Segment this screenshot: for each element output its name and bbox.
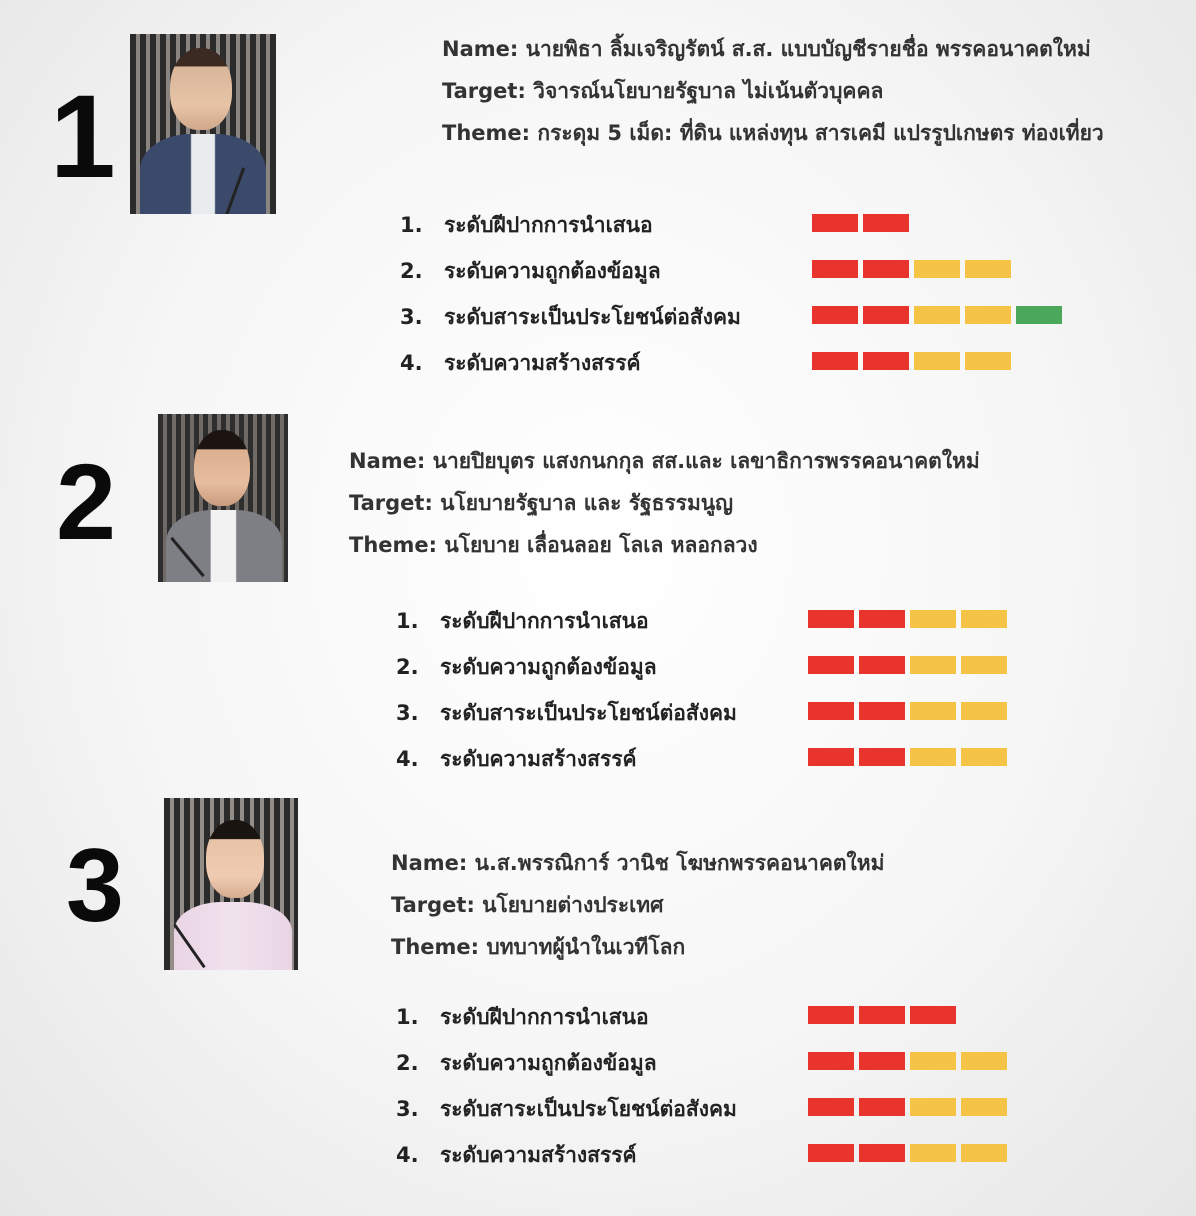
rating-bar-yellow — [961, 1098, 1007, 1116]
theme-line: Theme: บทบาทผู้นำในเวทีโลก — [391, 935, 686, 959]
rating-row — [0, 1002, 1196, 1048]
rating-bar-yellow — [914, 306, 960, 324]
rating-index: 2. — [396, 1051, 419, 1075]
rating-index: 2. — [400, 259, 423, 283]
person-section-3 — [0, 790, 1196, 1210]
name-line: Name: นายปิยบุตร แสงกนกกุล สส.และ เลขาธิการพรรคอนาคตใหม่ — [349, 449, 980, 473]
rating-bars — [808, 702, 1012, 722]
rating-bar-red — [859, 1052, 905, 1070]
rating-row — [0, 698, 1196, 744]
rating-bar-yellow — [965, 260, 1011, 278]
rating-label: ระดับสาระเป็นประโยชน์ต่อสังคม — [440, 1097, 737, 1121]
person-info — [442, 28, 1104, 154]
portrait-photo — [158, 414, 288, 582]
rating-row — [0, 256, 1196, 302]
rating-label: ระดับฝีปากการนำเสนอ — [440, 609, 649, 633]
person-name: นายพิธา ลิ้มเจริญรัตน์ ส.ส. แบบบัญชีรายชื่อ พรรคอนาคตใหม่ — [525, 37, 1091, 61]
rating-bar-red — [859, 702, 905, 720]
rating-label: ระดับสาระเป็นประโยชน์ต่อสังคม — [440, 701, 737, 725]
rating-bar-red — [812, 260, 858, 278]
rank-number: 3 — [66, 828, 124, 944]
portrait-photo — [130, 34, 276, 214]
rating-bar-yellow — [914, 260, 960, 278]
rating-label: ระดับความสร้างสรรค์ — [440, 747, 637, 771]
rating-label: ระดับความถูกต้องข้อมูล — [440, 1051, 657, 1075]
person-section-1 — [0, 0, 1196, 400]
rating-label: ระดับฝีปากการนำเสนอ — [440, 1005, 649, 1029]
target-line: Target: นโยบายต่างประเทศ — [391, 893, 664, 917]
rating-bar-red — [812, 306, 858, 324]
rating-bar-red — [863, 352, 909, 370]
rating-bar-red — [863, 214, 909, 232]
rating-index: 4. — [396, 747, 419, 771]
person-info — [349, 440, 980, 566]
rating-bars — [808, 748, 1012, 768]
person-target: นโยบายต่างประเทศ — [482, 893, 664, 917]
person-target: นโยบายรัฐบาล และ รัฐธรรมนูญ — [440, 491, 734, 515]
rating-row — [0, 606, 1196, 652]
rating-row — [0, 652, 1196, 698]
rating-bar-yellow — [965, 306, 1011, 324]
rating-bar-red — [808, 656, 854, 674]
rating-label: ระดับความสร้างสรรค์ — [444, 351, 641, 375]
target-line: Target: นโยบายรัฐบาล และ รัฐธรรมนูญ — [349, 491, 734, 515]
rating-index: 3. — [396, 701, 419, 725]
rating-bars — [808, 610, 1012, 630]
rating-label: ระดับฝีปากการนำเสนอ — [444, 213, 653, 237]
rating-bar-yellow — [910, 1144, 956, 1162]
person-name: นายปิยบุตร แสงกนกกุล สส.และ เลขาธิการพรรคอนาคตใหม่ — [432, 449, 980, 473]
person-theme: กระดุม 5 เม็ด: ที่ดิน แหล่งทุน สารเคมี แปรรูปเกษตร ท่องเที่ยว — [537, 121, 1104, 145]
rating-row — [0, 744, 1196, 790]
rating-index: 1. — [396, 1005, 419, 1029]
rating-label: ระดับสาระเป็นประโยชน์ต่อสังคม — [444, 305, 741, 329]
person-info — [391, 842, 884, 968]
rating-index: 2. — [396, 655, 419, 679]
rating-bar-red — [812, 214, 858, 232]
rating-bar-yellow — [914, 352, 960, 370]
rating-bars — [812, 214, 914, 234]
rating-bar-red — [863, 306, 909, 324]
person-theme: บทบาทผู้นำในเวทีโลก — [486, 935, 686, 959]
rating-bar-red — [859, 656, 905, 674]
rating-bar-red — [863, 260, 909, 278]
rating-index: 3. — [396, 1097, 419, 1121]
rating-row — [0, 210, 1196, 256]
rating-bar-yellow — [910, 610, 956, 628]
rating-index: 3. — [400, 305, 423, 329]
rating-bar-green — [1016, 306, 1062, 324]
rating-bar-yellow — [961, 1052, 1007, 1070]
rating-bars — [808, 1006, 961, 1026]
rank-number: 1 — [50, 71, 116, 203]
rating-bar-yellow — [961, 656, 1007, 674]
rating-bar-yellow — [910, 656, 956, 674]
rating-bar-red — [859, 1098, 905, 1116]
rating-bar-red — [808, 748, 854, 766]
person-target: วิจารณ์นโยบายรัฐบาล ไม่เน้นตัวบุคคล — [533, 79, 884, 103]
theme-line: Theme: กระดุม 5 เม็ด: ที่ดิน แหล่งทุน สารเคมี แปรรูปเกษตร ท่องเที่ยว — [442, 121, 1104, 145]
rating-bar-red — [859, 1006, 905, 1024]
rating-bar-yellow — [910, 702, 956, 720]
rating-bars — [812, 306, 1067, 326]
rating-bars — [812, 352, 1016, 372]
rating-bars — [808, 656, 1012, 676]
rating-bar-yellow — [961, 1144, 1007, 1162]
rating-bars — [812, 260, 1016, 280]
rating-bar-red — [808, 702, 854, 720]
name-line: Name: นายพิธา ลิ้มเจริญรัตน์ ส.ส. แบบบัญชีรายชื่อ พรรคอนาคตใหม่ — [442, 37, 1091, 61]
rating-bar-red — [859, 610, 905, 628]
rating-bar-red — [859, 1144, 905, 1162]
rating-bar-red — [859, 748, 905, 766]
rating-label: ระดับความสร้างสรรค์ — [440, 1143, 637, 1167]
rank-number: 2 — [56, 441, 117, 562]
portrait-photo — [164, 798, 298, 970]
rating-bar-yellow — [965, 352, 1011, 370]
rating-bar-yellow — [910, 1098, 956, 1116]
person-name: น.ส.พรรณิการ์ วานิช โฆษกพรรคอนาคตใหม่ — [474, 851, 885, 875]
rating-bar-red — [808, 610, 854, 628]
rating-label: ระดับความถูกต้องข้อมูล — [440, 655, 657, 679]
rating-bar-red — [808, 1144, 854, 1162]
name-line: Name: น.ส.พรรณิการ์ วานิช โฆษกพรรคอนาคตใหม่ — [391, 851, 885, 875]
theme-line: Theme: นโยบาย เลื่อนลอย โลเล หลอกลวง — [349, 533, 758, 557]
rating-bar-yellow — [961, 748, 1007, 766]
rating-bar-red — [808, 1052, 854, 1070]
rating-bar-yellow — [961, 702, 1007, 720]
rating-row — [0, 1140, 1196, 1186]
rating-bars — [808, 1098, 1012, 1118]
rating-bar-yellow — [910, 1052, 956, 1070]
rating-row — [0, 302, 1196, 348]
person-theme: นโยบาย เลื่อนลอย โลเล หลอกลวง — [444, 533, 758, 557]
rating-row — [0, 348, 1196, 394]
rating-label: ระดับความถูกต้องข้อมูล — [444, 259, 661, 283]
rating-bar-red — [812, 352, 858, 370]
target-line: Target: วิจารณ์นโยบายรัฐบาล ไม่เน้นตัวบุคคล — [442, 79, 884, 103]
rating-row — [0, 1048, 1196, 1094]
rating-bar-yellow — [910, 748, 956, 766]
rating-index: 1. — [400, 213, 423, 237]
rating-bar-red — [808, 1006, 854, 1024]
rating-row — [0, 1094, 1196, 1140]
rating-index: 1. — [396, 609, 419, 633]
rating-bar-red — [808, 1098, 854, 1116]
rating-bars — [808, 1052, 1012, 1072]
rating-index: 4. — [396, 1143, 419, 1167]
rating-bar-yellow — [961, 610, 1007, 628]
rating-index: 4. — [400, 351, 423, 375]
person-section-2 — [0, 400, 1196, 790]
rating-bars — [808, 1144, 1012, 1164]
rating-bar-red — [910, 1006, 956, 1024]
